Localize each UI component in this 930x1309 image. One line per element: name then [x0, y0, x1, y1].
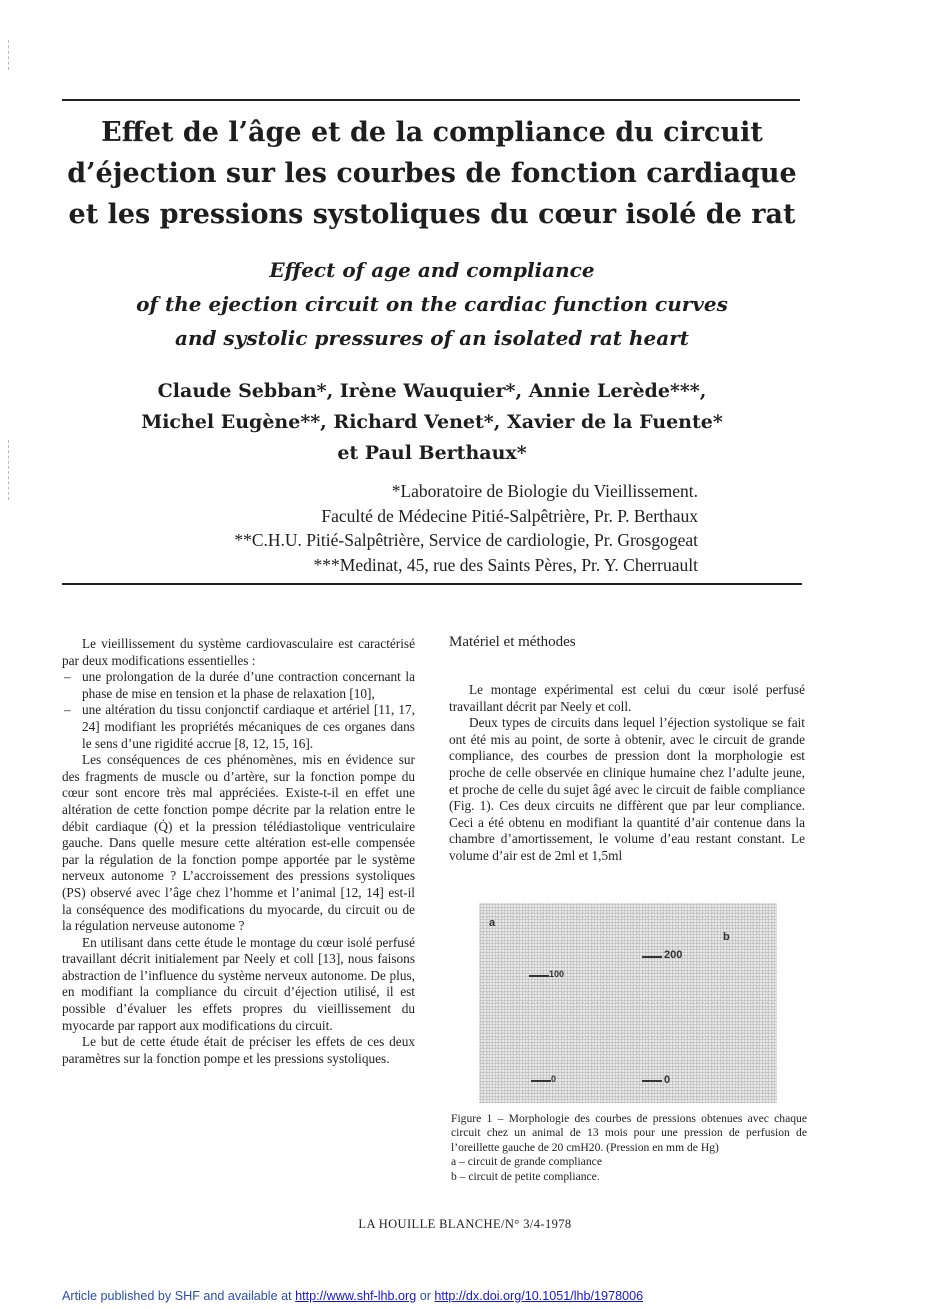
- title-line: et les pressions systoliques du cœur isolé de rat: [68, 199, 796, 230]
- journal-footer: LA HOUILLE BLANCHE/N° 3/4-1978: [358, 1217, 572, 1231]
- article-subtitle: [62, 253, 802, 355]
- bullet-item: – une altération du tissu conjonctif cardiaque et artériel [11, 17, 24] modifiant les propriétés mécaniques de ces organes dans le sens d’une rigidité accrue [8, 12, 15, 16].: [62, 702, 415, 752]
- subtitle-line: Effect of age and compliance: [269, 258, 595, 282]
- publication-prefix: Article published by SHF and available at: [62, 1289, 296, 1303]
- tick-label: 200: [664, 949, 683, 961]
- caption-text: b – circuit de petite compliance.: [451, 1169, 600, 1183]
- axis-tick: [529, 975, 549, 977]
- affiliation-line: *Laboratoire de Biologie du Vieillissement.: [391, 481, 698, 501]
- axis-tick: [642, 956, 662, 958]
- bullet-item: – une prolongation de la durée d’une contraction concernant la phase de mise en tension et la phase de relaxation [10],: [62, 669, 415, 702]
- author-list: [62, 376, 802, 469]
- scan-edge-marks: [8, 40, 11, 70]
- scan-edge-marks: [8, 440, 11, 500]
- figure-pressure-curves: [479, 903, 777, 1103]
- affiliation-line: **C.H.U. Pitié-Salpêtrière, Service de cardiologie, Pr. Grosgogeat: [234, 530, 698, 550]
- figure-caption: [451, 1112, 807, 1184]
- caption-text: Figure 1 – Morphologie des courbes de pressions obtenues avec chaque circuit chez un animal de 13 mois pour une pression de perfusion de l’oreillette gauche de 20 cmH20. (Pression en mm de Hg): [451, 1112, 807, 1154]
- paragraph: Deux types de circuits dans lequel l’éjection systolique se fait ont été mis au point, de sorte à obtenir, avec le circuit de grande compliance, des courbes de pression dont la morphologie est proche de celle observée en clinique humaine chez l’adulte jeune, et proche de celle du sujet âgé avec le circuit de faible compliance (Fig. 1). Ces deux circuits ne diffèrent que par leur compliance. Ceci a été obtenu en modifiant la quantité d’air contenue dans la chambre d’amortissement, le volume d’eau restant constant. Le volume d’air est de 2ml et 1,5ml: [449, 715, 805, 863]
- publication-middle: or: [416, 1289, 435, 1303]
- affiliation-line: ***Medinat, 45, rue des Saints Pères, Pr. Y. Cherruault: [313, 554, 698, 575]
- doi-link[interactable]: http://dx.doi.org/10.1051/lhb/1978006: [434, 1289, 644, 1303]
- paragraph: En utilisant dans cette étude le montage du cœur isolé perfusé travaillant décrit initialement par Neely et coll [13], nous faisons abstraction de l’influence du système nerveux autonome. De plus, en modifiant la compliance du circuit d’éjection utilisé, il est possible d’évaluer les effets propres du vieillissement du myocarde par rapport aux modifications du circuit.: [62, 934, 415, 1033]
- tick-label: 100: [549, 969, 565, 979]
- panel-a-label: a: [489, 917, 496, 929]
- tick-label: 0: [664, 1074, 671, 1086]
- shf-link[interactable]: http://www.shf-lhb.org: [295, 1289, 417, 1303]
- section-rule: [62, 583, 802, 585]
- paragraph: Le vieillissement du système cardiovasculaire est caractérisé par deux modifications essentielles :: [62, 636, 415, 668]
- tick-label: 0: [551, 1074, 557, 1084]
- author-line: Claude Sebban*, Irène Wauquier*, Annie Lerède***,: [157, 380, 707, 402]
- caption-text: a – circuit de grande compliance: [451, 1155, 602, 1169]
- axis-tick: [642, 1080, 662, 1082]
- affiliation-line: Faculté de Médecine Pitié-Salpêtrière, Pr. P. Berthaux: [321, 505, 698, 526]
- panel-b-label: b: [723, 931, 730, 943]
- title-line: d’éjection sur les courbes de fonction cardiaque: [67, 158, 797, 189]
- title-line: Effet de l’âge et de la compliance du circuit: [101, 117, 763, 148]
- axis-tick: [531, 1080, 551, 1082]
- subtitle-line: and systolic pressures of an isolated rat heart: [174, 326, 690, 350]
- paragraph: Le montage expérimental est celui du cœur isolé perfusé travaillant décrit par Neely et coll.: [449, 682, 805, 714]
- paragraph: Le but de cette étude était de préciser les effets de ces deux paramètres sur la fonction pompe et les pressions systoliques.: [62, 1034, 415, 1066]
- paragraph: Les conséquences de ces phénomènes, mis en évidence sur des fragments de muscle ou d’artère, sur la fonction pompe du cœur sont encore très mal appréciées. Existe-t-il en effet une altération de cette fonction pompe décrite par la relation entre le débit cardiaque (Q̇) et la pression télédiastolique ventriculaire gauche. Dans quelle mesure cette altération est-elle compensée par la régulation de la fonction pompe apportée par le système nerveux autonome ? L’accroissement des pressions systoliques (PS) observé avec l’âge chez l’homme et l’animal [12, 14] est-il la conséquence des modifications du myocarde, du circuit ou de la régulation nerveuse autonome ?: [62, 752, 415, 934]
- left-column: [62, 636, 415, 1067]
- right-column: [449, 682, 805, 865]
- section-heading: Matériel et méthodes: [449, 634, 576, 650]
- publication-notice: [62, 1289, 643, 1303]
- subtitle-line: of the ejection circuit on the cardiac function curves: [136, 292, 728, 316]
- author-line: et Paul Berthaux*: [337, 442, 527, 464]
- author-line: Michel Eugène**, Richard Venet*, Xavier de la Fuente*: [141, 411, 723, 433]
- affiliations: [234, 479, 698, 577]
- top-rule: [62, 99, 800, 101]
- article-title: [62, 112, 802, 235]
